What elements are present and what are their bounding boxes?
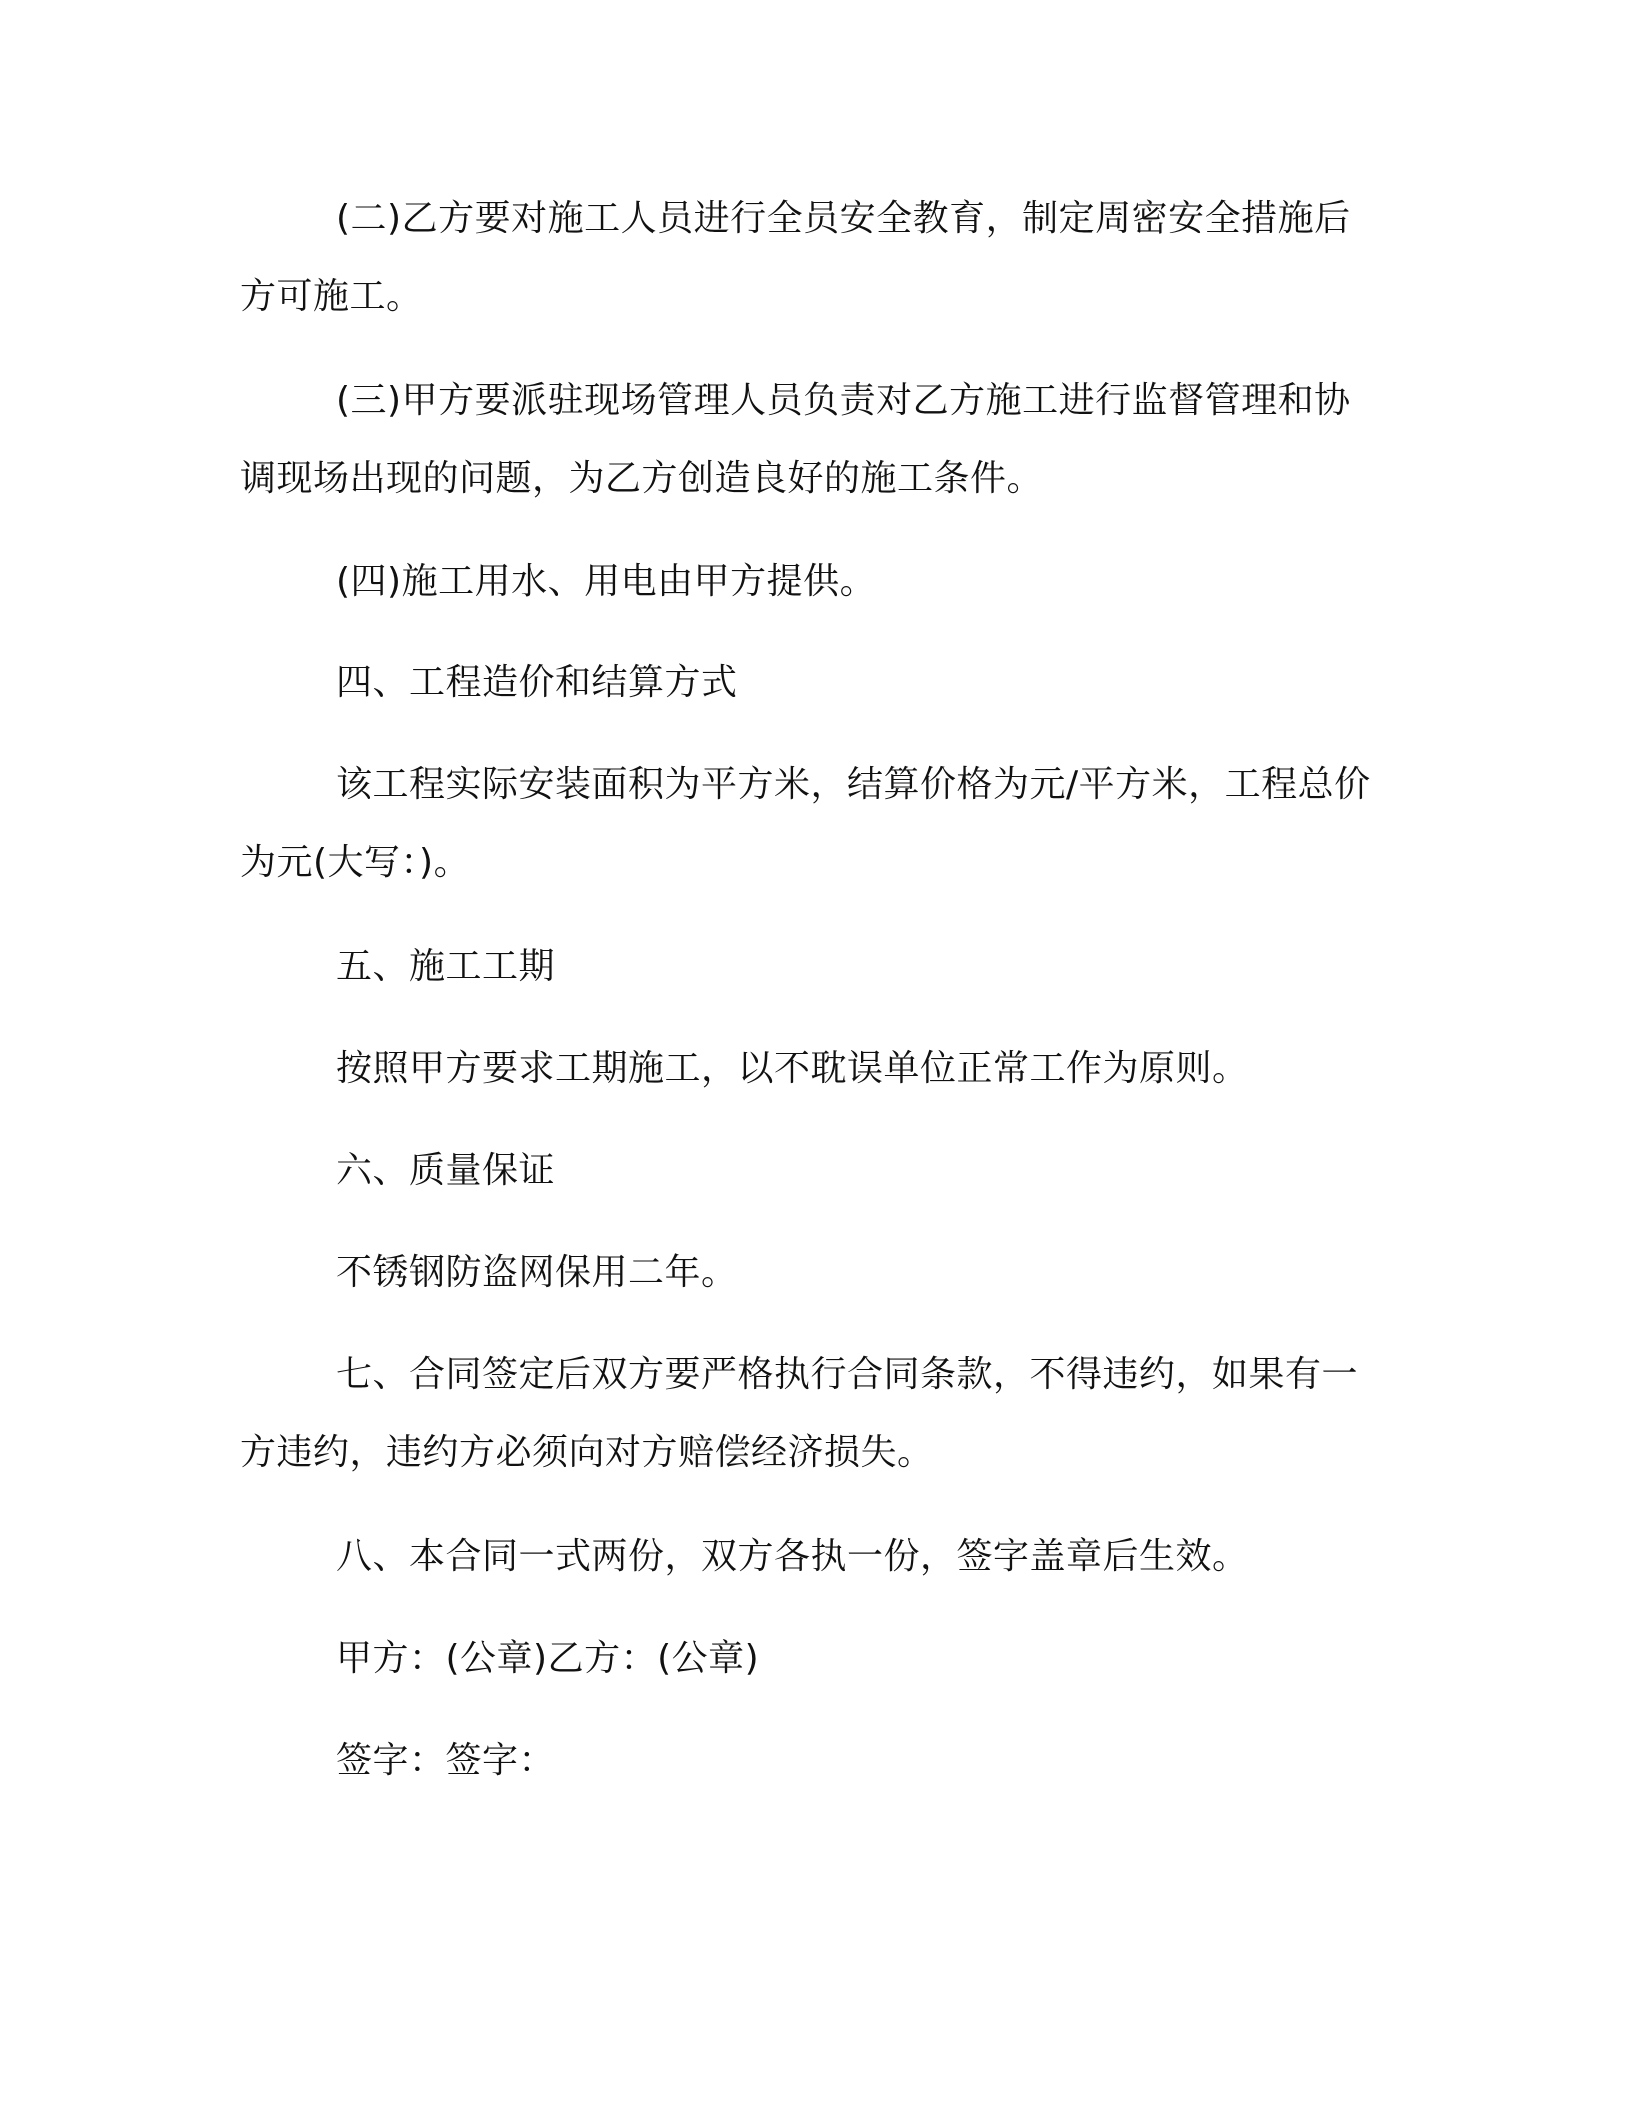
section-4-body: 该工程实际安装面积为平方米，结算价格为元/平方米，工程总价为元(大写：)。: [240, 764, 1371, 883]
clause-2-safety-education: (二)乙方要对施工人员进行全员安全教育，制定周密安全措施后方可施工。: [240, 198, 1351, 317]
clause-4-water-electricity: (四)施工用水、用电由甲方提供。: [336, 561, 877, 602]
section-5-heading: 五、施工工期: [336, 946, 556, 987]
seal-line: 甲方：(公章)乙方：(公章): [336, 1638, 760, 1679]
section-5-body: 按照甲方要求工期施工，以不耽误单位正常工作为原则。: [336, 1048, 1249, 1089]
section-6-body: 不锈钢防盗网保用二年。: [336, 1252, 738, 1293]
clause-3-site-management: (三)甲方要派驻现场管理人员负责对乙方施工进行监督管理和协调现场出现的问题，为乙方创造良好的施工条件。: [240, 380, 1351, 499]
section-6-heading: 六、质量保证: [336, 1150, 556, 1191]
section-4-heading: 四、工程造价和结算方式: [336, 662, 738, 703]
section-8-body: 八、本合同一式两份，双方各执一份，签字盖章后生效。: [336, 1536, 1249, 1577]
section-7-body: 七、合同签定后双方要严格执行合同条款，不得违约，如果有一方违约，违约方必须向对方赔偿经济损失。: [240, 1354, 1359, 1473]
signature-line: 签字：签字：: [336, 1740, 556, 1781]
